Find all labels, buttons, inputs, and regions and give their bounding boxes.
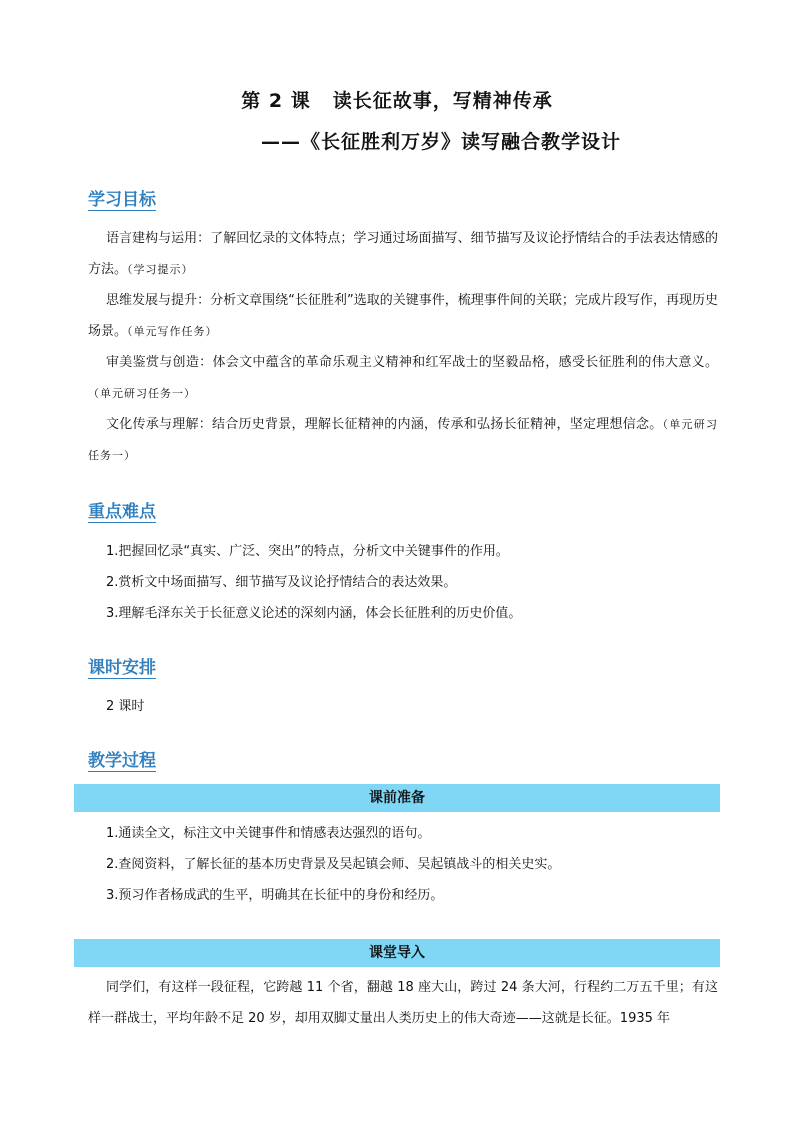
objective-paragraph [88, 409, 718, 471]
objective-note: （单元写作任务） [127, 325, 218, 338]
objective-note: （单元研习任务一） [88, 418, 718, 462]
key-point-item: 1.把握回忆录“真实、广泛、突出”的特点，分析文中关键事件的作用。 [106, 544, 509, 559]
objective-text: 思维发展与提升：分析文章围绕“长征胜利”选取的关键事件，梳理事件间的关联；完成片段写作，再现历史场景。 [88, 293, 718, 339]
key-point-item: 3.理解毛泽东关于长征意义论述的深刻内涵，体会长征胜利的历史价值。 [106, 606, 522, 621]
intro-paragraph: 同学们，有这样一段征程，它跨越 11 个省，翻越 18 座大山，跨过 24 条大河，行程约二万五千里；有这样一群战士，平均年龄不足 20 岁，却用双脚丈量出人类历史上的伟大奇迹——这就是长征。1935 年 [88, 980, 718, 1026]
objective-text: 语言建构与运用：了解回忆录的文体特点；学习通过场面描写、细节描写及议论抒情结合的手法表达情感的方法。 [88, 231, 718, 277]
objective-paragraph [88, 347, 718, 409]
objective-paragraph [88, 285, 718, 347]
intro-section-bar: 课堂导入 [74, 939, 720, 967]
objective-paragraph [88, 223, 718, 285]
objective-note: （学习提示） [127, 263, 194, 276]
key-points-heading: 重点难点 [88, 502, 156, 522]
process-heading: 教学过程 [88, 751, 156, 771]
objective-text: 审美鉴赏与创造：体会文中蕴含的革命乐观主义精神和红军战士的坚毅品格，感受长征胜利的伟大意义。 [106, 355, 718, 370]
objective-text: 文化传承与理解：结合历史背景，理解长征精神的内涵，传承和弘扬长征精神，坚定理想信念。 [106, 417, 663, 432]
schedule-heading: 课时安排 [88, 658, 156, 678]
prep-section-bar: 课前准备 [74, 784, 720, 812]
lesson-number: 第 2 课 [241, 90, 311, 112]
key-point-item: 2.赏析文中场面描写、细节描写及议论抒情结合的表达效果。 [106, 575, 457, 590]
lesson-subtitle: ——《长征胜利万岁》读写融合教学设计 [260, 131, 621, 153]
prep-item: 1.通读全文，标注文中关键事件和情感表达强烈的语句。 [106, 826, 431, 841]
prep-item: 3.预习作者杨成武的生平，明确其在长征中的身份和经历。 [106, 888, 444, 903]
objective-note: （单元研习任务一） [88, 387, 196, 400]
objectives-heading: 学习目标 [88, 190, 156, 210]
lesson-title-line [0, 86, 794, 113]
schedule-value: 2 课时 [106, 699, 145, 714]
lesson-title: 读长征故事，写精神传承 [332, 90, 553, 112]
prep-item: 2.查阅资料，了解长征的基本历史背景及吴起镇会师、吴起镇战斗的相关史实。 [106, 857, 561, 872]
